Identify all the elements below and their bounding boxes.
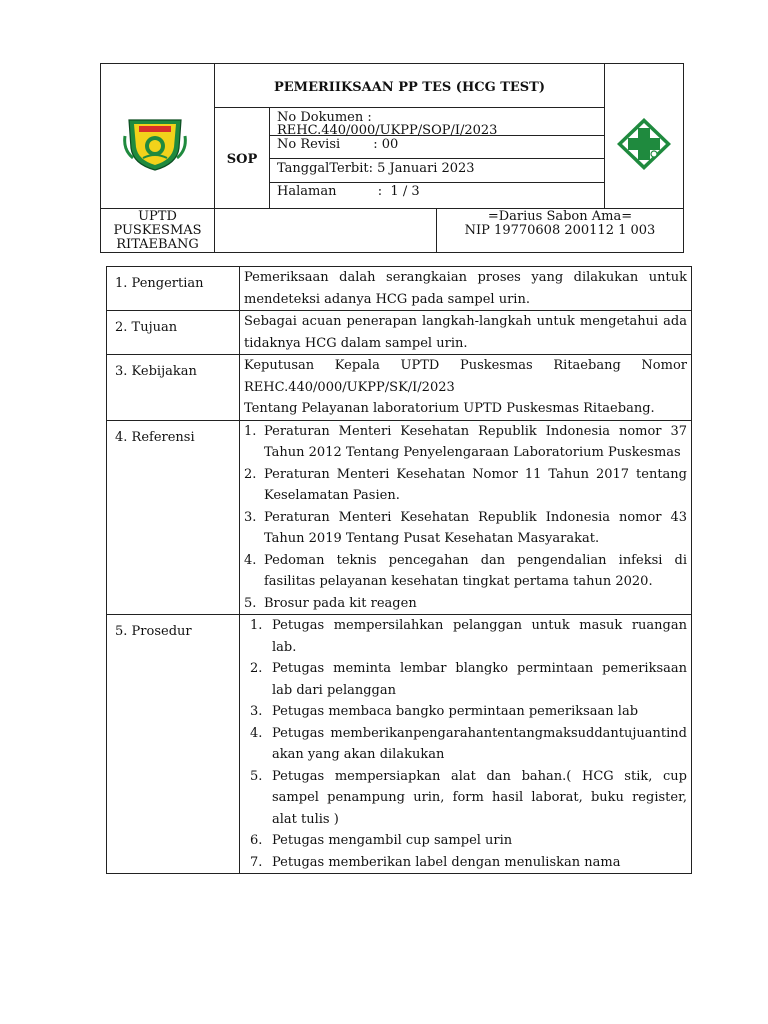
document-number-label: No Dokumen :	[277, 110, 372, 125]
section-body-prosedur	[240, 615, 692, 874]
table-row	[107, 615, 692, 874]
list-item	[244, 852, 687, 874]
divider	[604, 64, 605, 208]
list-text: Petugas memberikanpengarahantentangmaksuddantujuantindakan yang akan dilakukan	[272, 725, 687, 762]
document-title: PEMERIIKSAAN PP TES (HCG TEST)	[274, 80, 545, 95]
section-body-kebijakan	[240, 355, 692, 421]
puskesmas-cross-logo	[613, 116, 675, 172]
sop-label: SOP	[226, 152, 258, 167]
org-name-line3: RITAEBANG	[116, 237, 199, 252]
document-number-value: REHC.440/000/UKPP/SOP/I/2023	[277, 123, 498, 138]
regional-emblem-logo	[123, 114, 187, 172]
table-row	[107, 420, 692, 615]
list-item	[244, 701, 687, 723]
list-number: 6.	[250, 833, 263, 848]
list-text: Peraturan Menteri Kesehatan Republik Indonesia nomor 37 Tahun 2012 Tentang Penyelengaraan Laboratorium Puskesmas	[264, 423, 687, 460]
list-text: Petugas mempersiapkan alat dan bahan.( HCG stik, cup sampel penampung urin, form hasil laborat, buku register, alat tulis )	[272, 768, 687, 827]
org-name-line2: PUSKESMAS	[113, 223, 202, 238]
list-item	[244, 766, 687, 831]
table-row	[107, 311, 692, 355]
section-label-tujuan: 2. Tujuan	[107, 311, 240, 355]
section-label-prosedur: 5. Prosedur	[107, 615, 240, 874]
table-row	[107, 355, 692, 421]
list-number: 5.	[250, 768, 263, 784]
list-text: Peraturan Menteri Kesehatan Republik Indonesia nomor 43 Tahun 2019 Tentang Pusat Kesehatan Masyarakat.	[264, 509, 687, 546]
section-label-kebijakan: 3. Kebijakan	[107, 355, 240, 421]
list-item	[244, 723, 687, 766]
publish-date: TanggalTerbit: 5 Januari 2023	[277, 161, 475, 176]
list-number: 3.	[244, 509, 257, 525]
divider	[214, 107, 604, 108]
sop-header	[100, 63, 684, 253]
kebijakan-subject: Tentang Pelayanan laboratorium UPTD Puskesmas Ritaebang.	[244, 401, 655, 416]
section-label-pengertian: 1. Pengertian	[107, 267, 240, 311]
divider	[269, 158, 604, 159]
list-item	[244, 507, 687, 550]
list-number: 2.	[250, 661, 263, 676]
list-text: Petugas meminta lembar blangko permintaan pemeriksaan lab dari pelanggan	[272, 661, 687, 698]
list-item	[244, 421, 687, 464]
section-label-referensi: 4. Referensi	[107, 420, 240, 615]
list-number: 1.	[250, 618, 263, 633]
org-name-line1: UPTD	[138, 209, 177, 224]
list-item	[244, 593, 687, 615]
sop-content-table	[106, 266, 692, 874]
list-item	[244, 464, 687, 507]
list-number: 5.	[244, 595, 257, 611]
divider	[269, 182, 604, 183]
revision-number: No Revisi : 00	[277, 137, 399, 152]
list-text: Petugas membaca bangko permintaan pemeriksaan lab	[272, 704, 639, 719]
list-number: 2.	[244, 466, 257, 482]
list-item	[244, 830, 687, 852]
list-text: Petugas mengambil cup sampel urin	[272, 833, 513, 848]
list-text: Peraturan Menteri Kesehatan Nomor 11 Tahun 2017 tentang Keselamatan Pasien.	[264, 466, 687, 503]
procedure-list	[244, 615, 687, 873]
list-item	[244, 550, 687, 593]
list-text: Pedoman teknis pencegahan dan pengendalian infeksi di fasilitas pelayanan kesehatan tingkat pertama tahun 2020.	[264, 552, 687, 589]
list-text: Petugas memberikan label dengan menuliskan nama	[272, 854, 621, 870]
section-body-referensi	[240, 420, 692, 615]
list-item	[244, 615, 687, 658]
list-number: 3.	[250, 704, 263, 719]
kebijakan-decree: Keputusan Kepala UPTD Puskesmas Ritaebang Nomor REHC.440/000/UKPP/SK/I/2023	[244, 358, 687, 395]
section-text-pengertian: Pemeriksaan dalah serangkaian proses yang dilakukan untuk mendeteksi adanya HCG pada sampel urin.	[240, 267, 692, 311]
table-row	[107, 267, 692, 311]
page-number: Halaman : 1 / 3	[277, 184, 420, 199]
list-number: 4.	[244, 552, 257, 568]
section-text-tujuan: Sebagai acuan penerapan langkah-langkah untuk mengetahui ada tidaknya HCG dalam sampel urin.	[240, 311, 692, 355]
list-item	[244, 658, 687, 701]
list-number: 1.	[244, 423, 257, 439]
list-text: Brosur pada kit reagen	[264, 595, 417, 611]
list-text: Petugas mempersilahkan pelanggan untuk masuk ruangan lab.	[272, 618, 687, 655]
reference-list	[244, 421, 687, 615]
list-number: 7.	[250, 854, 263, 870]
signer-name: =Darius Sabon Ama=	[487, 209, 633, 224]
signer-nip: NIP 19770608 200112 1 003	[464, 223, 656, 238]
list-number: 4.	[250, 725, 263, 741]
